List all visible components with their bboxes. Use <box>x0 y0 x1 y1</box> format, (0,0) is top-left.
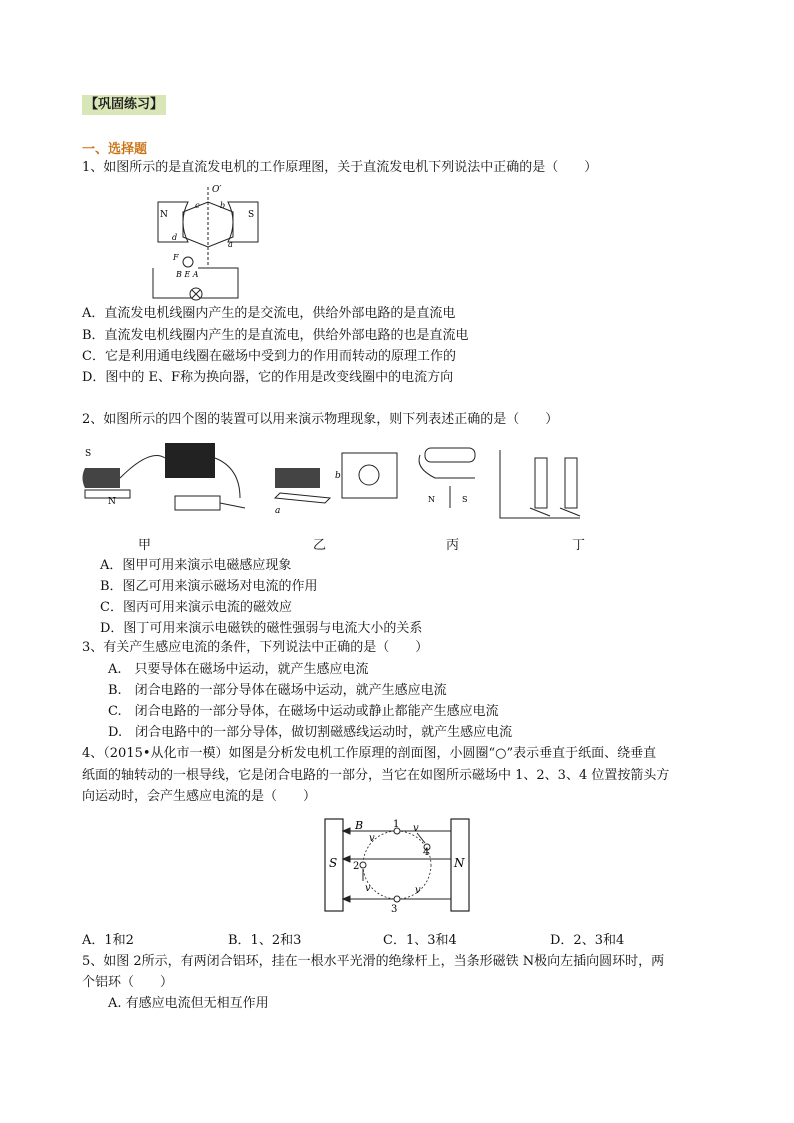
q2-fig-label-yi: 乙 <box>313 538 327 553</box>
q1-figure-generator <box>148 182 268 302</box>
q4-label-v1: v <box>369 833 375 844</box>
q2-option-a: A．图甲可用来演示电磁感应现象 <box>100 558 292 573</box>
q2-label-n: N <box>108 497 116 507</box>
q1-option-c: C．它是利用通电线圈在磁场中受到力的作用而转动的原理工作的 <box>82 349 456 364</box>
q1-label-f: F <box>173 253 179 262</box>
q4-label-2: 2 <box>353 861 360 872</box>
q2-fig-label-bing: 丙 <box>446 538 460 553</box>
q4-label-v4: v <box>415 885 421 896</box>
q2-fig-label-ding: 丁 <box>572 538 586 553</box>
q4-label-4: 4 <box>423 847 430 858</box>
q4-option-c: C．1、3和4 <box>383 933 457 948</box>
q3-option-c: C. 闭合电路的一部分导体，在磁场中运动或静止都能产生感应电流 <box>108 704 499 719</box>
q5-option-a: A. 有感应电流但无相互作用 <box>108 996 269 1011</box>
q3-option-a: A. 只要导体在磁场中运动，就产生感应电流 <box>108 662 369 677</box>
q4-option-a: A．1和2 <box>82 933 134 948</box>
q4-stem-line2: 纸面的轴转动的一根导线，它是闭合电路的一部分，当它在如图所示磁场中 1、2、3、4 位置按箭头方 <box>82 768 670 783</box>
q4-label-v2: v <box>413 823 419 834</box>
q1-label-n: N <box>160 210 168 220</box>
q2-option-d: D．图丁可用来演示电磁铁的磁性强弱与电流大小的关系 <box>100 621 423 636</box>
q2-label-a: a <box>275 506 281 516</box>
q1-option-a: A．直流发电机线圈内产生的是交流电，供给外部电路的是直流电 <box>82 306 456 321</box>
q2-fig-label-jia: 甲 <box>138 538 152 553</box>
q1-option-b: B．直流发电机线圈内产生的是直流电，供给外部电路的也是直流电 <box>82 328 469 343</box>
q2-option-c: C．图丙可用来演示电流的磁效应 <box>100 600 292 615</box>
q1-option-d: D．图中的 E、F称为换向器，它的作用是改变线圈中的电流方向 <box>82 370 454 385</box>
q4-stem-line3: 向运动时，会产生感应电流的是（ ） <box>82 789 317 804</box>
q5-stem-line1: 5、如图 2所示，有两闭合铝环，挂在一根水平光滑的绝缘杆上，当条形磁铁 N极向左插向圆环时，两 <box>82 954 665 969</box>
q2-figure-apparatus <box>80 438 700 528</box>
q1-label-bea: B E A <box>176 270 199 279</box>
q2-option-b: B．图乙可用来演示磁场对电流的作用 <box>100 579 318 594</box>
q4-label-1: 1 <box>393 819 400 830</box>
q4-figure-field <box>323 817 471 913</box>
q2-label-s: S <box>85 449 92 459</box>
q1-label-d: d <box>172 233 178 242</box>
q4-label-s: S <box>329 856 338 870</box>
q1-stem: 1、如图所示的是直流发电机的工作原理图，关于直流发电机下列说法中正确的是（ ） <box>82 160 598 175</box>
q1-label-s: S <box>248 210 255 220</box>
section-tag: 【巩固练习】 <box>82 95 166 115</box>
q2-stem: 2、如图所示的四个图的装置可以用来演示物理现象，则下列表述正确的是（ ） <box>82 412 559 427</box>
q4-label-b: B <box>355 819 364 832</box>
q4-option-b: B．1、2和3 <box>228 933 302 948</box>
q3-stem: 3、有关产生感应电流的条件，下列说法中正确的是（ ） <box>82 640 429 655</box>
q4-label-v3: v <box>365 883 371 894</box>
q1-label-c: c <box>195 201 200 210</box>
q4-option-d: D．2、3和4 <box>550 933 625 948</box>
q3-option-b: B. 闭合电路的一部分导体在磁场中运动，就产生感应电流 <box>108 683 447 698</box>
q2-label-s2: S <box>462 495 468 504</box>
q4-label-3: 3 <box>391 904 398 913</box>
q5-stem-line2: 个铝环（ ） <box>82 975 174 990</box>
q3-option-d: D. 闭合电路中的一部分导体，做切割磁感线运动时，就产生感应电流 <box>108 725 513 740</box>
q1-label-o: O′ <box>212 185 222 195</box>
section-title: 一、选择题 <box>82 142 148 157</box>
q4-stem-line1: 4、（2015•从化市一模）如图是分析发电机工作原理的剖面图，小圆圈“○”表示垂直于纸面、绕垂直 <box>82 746 657 761</box>
q1-label-b: b <box>220 201 226 210</box>
q2-label-b: b <box>335 471 341 481</box>
q4-label-n: N <box>454 856 465 870</box>
q2-label-n2: N <box>428 495 435 504</box>
q1-label-a: a <box>228 240 233 249</box>
